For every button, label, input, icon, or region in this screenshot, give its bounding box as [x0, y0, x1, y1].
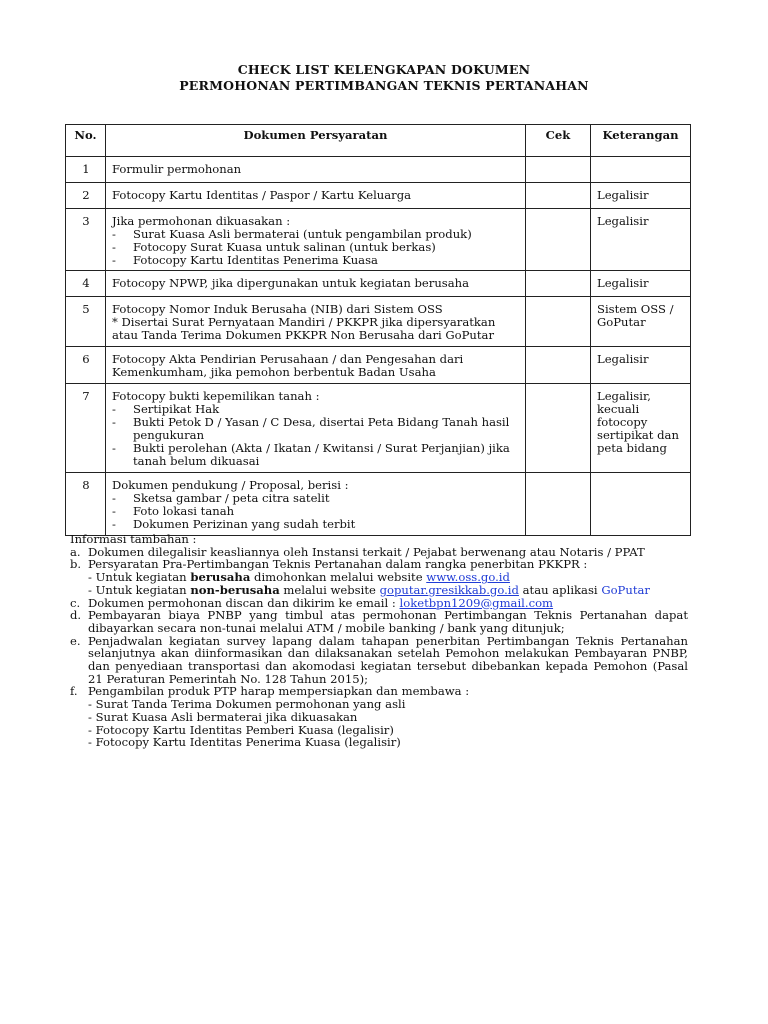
item-label: f. — [70, 684, 78, 699]
row-document-text: Fotocopy Akta Pendirian Perusahaan / dan Pengesahan dari Kemenkumham, jika pemohon berbentuk Badan Usaha — [112, 352, 464, 379]
row-number: 5 — [66, 297, 106, 347]
item-label: e. — [70, 633, 81, 648]
row-number: 8 — [66, 473, 106, 536]
sub-item-text: Dokumen Perizinan yang sudah terbit — [133, 517, 356, 531]
sub-item-text: Fotocopy Kartu Identitas Penerima Kuasa — [133, 253, 378, 267]
row-document — [106, 473, 526, 536]
sub-item-text: Sketsa gambar / peta citra satelit — [133, 491, 330, 505]
row-keterangan: Sistem OSS / GoPutar — [591, 297, 691, 347]
row-document-text: Fotocopy Nomor Induk Berusaha (NIB) dari Sistem OSS — [112, 302, 443, 316]
item-label: d. — [70, 608, 82, 623]
row-check-cell[interactable] — [526, 384, 591, 473]
row-document-text: Fotocopy bukti kepemilikan tanah : — [112, 389, 320, 403]
list-item: - Fotocopy Kartu Identitas Penerima Kuasa (legalisir) — [88, 735, 401, 750]
dash-marker: - — [112, 441, 116, 455]
row-keterangan — [591, 473, 691, 536]
row-document — [106, 347, 526, 384]
row-number: 3 — [66, 209, 106, 271]
table-row — [66, 157, 691, 183]
table-row — [66, 183, 691, 209]
item-text: Pembayaran biaya PNBP yang timbul atas permohonan Pertimbangan Teknis Pertanahan dapat dibayarkan secara non-tunai melalui ATM / mobile banking / bank yang ditunjuk; — [88, 608, 688, 635]
row-check-cell[interactable] — [526, 209, 591, 271]
line-prefix: - Untuk kegiatan — [88, 570, 191, 585]
sub-item — [112, 518, 520, 531]
table-header-row — [66, 125, 691, 157]
dash-marker: - — [112, 402, 116, 416]
row-check-cell[interactable] — [526, 271, 591, 297]
row-number: 2 — [66, 183, 106, 209]
row-keterangan: Legalisir, kecuali fotocopy sertipikat dan peta bidang — [591, 384, 691, 473]
row-number: 7 — [66, 384, 106, 473]
sub-item — [112, 416, 520, 442]
table-row — [66, 384, 691, 473]
sub-item-text: Bukti Petok D / Yasan / C Desa, disertai Peta Bidang Tanah hasil pengukuran — [133, 415, 510, 442]
sub-item — [112, 254, 520, 267]
header-cek: Cek — [526, 125, 591, 157]
row-keterangan — [591, 157, 691, 183]
item-text: Dokumen permohonan discan dan dikirim ke email : — [88, 595, 400, 610]
sub-item-text: Bukti perolehan (Akta / Ikatan / Kwitansi / Surat Perjanjian) jika tanah belum dikuasai — [133, 441, 510, 468]
keyword-berusaha: berusaha — [190, 570, 251, 585]
row-check-cell[interactable] — [526, 473, 591, 536]
sub-item — [112, 442, 520, 468]
additional-info — [70, 533, 688, 749]
row-number: 1 — [66, 157, 106, 183]
email-link[interactable]: loketbpn1209@gmail.com — [399, 595, 554, 610]
sub-item-text: Foto lokasi tanah — [133, 504, 235, 518]
item-text: Persyaratan Pra-Pertimbangan Teknis Pertanahan dalam rangka penerbitan PKKPR : — [88, 557, 588, 572]
row-number: 6 — [66, 347, 106, 384]
item-text: Dokumen dilegalisir keasliannya oleh Instansi terkait / Pejabat berwenang atau Notaris / PPAT — [88, 544, 645, 559]
info-item-b — [70, 558, 688, 596]
info-heading: Informasi tambahan : — [70, 532, 197, 546]
row-document — [106, 183, 526, 209]
header-no: No. — [66, 125, 106, 157]
info-item-d — [70, 609, 688, 634]
table-row — [66, 271, 691, 297]
table-row — [66, 209, 691, 271]
sub-item-text: Surat Kuasa Asli bermaterai (untuk pengambilan produk) — [133, 227, 472, 241]
row-check-cell[interactable] — [526, 297, 591, 347]
row-document — [106, 297, 526, 347]
row-document-text: Dokumen pendukung / Proposal, berisi : — [112, 478, 349, 492]
line-mid: melalui website — [279, 582, 380, 597]
row-keterangan: Legalisir — [591, 347, 691, 384]
list-item: - Fotocopy Kartu Identitas Pemberi Kuasa (legalisir) — [88, 722, 394, 737]
line-prefix: - Untuk kegiatan — [88, 582, 191, 597]
line-post: atau aplikasi — [518, 582, 602, 597]
row-document — [106, 209, 526, 271]
row-document — [106, 271, 526, 297]
item-text: Pengambilan produk PTP harap mempersiapkan dan membawa : — [88, 684, 470, 699]
header-keterangan: Keterangan — [591, 125, 691, 157]
checklist-table — [65, 124, 691, 536]
sub-item-text: Fotocopy Surat Kuasa untuk salinan (untuk berkas) — [133, 240, 436, 254]
header-dokumen: Dokumen Persyaratan — [106, 125, 526, 157]
row-check-cell[interactable] — [526, 183, 591, 209]
table-row — [66, 297, 691, 347]
row-number: 4 — [66, 271, 106, 297]
row-document — [106, 384, 526, 473]
row-document-text: Formulir permohonan — [112, 162, 242, 176]
oss-website-link[interactable]: www.oss.go.id — [426, 570, 510, 585]
row-keterangan: Legalisir — [591, 183, 691, 209]
dash-marker: - — [112, 491, 116, 505]
list-item: - Surat Kuasa Asli bermaterai jika dikuasakan — [88, 709, 358, 724]
row-keterangan: Legalisir — [591, 209, 691, 271]
row-document-text: Fotocopy NPWP, jika dipergunakan untuk kegiatan berusaha — [112, 276, 470, 290]
item-label: a. — [70, 544, 81, 559]
keyword-non-berusaha: non-berusaha — [190, 582, 280, 597]
row-document-text: Fotocopy Kartu Identitas / Paspor / Kartu Keluarga — [112, 188, 412, 202]
row-document — [106, 157, 526, 183]
item-label: b. — [70, 557, 82, 572]
document-subtitle: PERMOHONAN PERTIMBANGAN TEKNIS PERTANAHAN — [179, 78, 589, 93]
item-label: c. — [70, 595, 81, 610]
document-title: CHECK LIST KELENGKAPAN DOKUMEN — [237, 62, 531, 77]
row-keterangan: Legalisir — [591, 271, 691, 297]
goputar-app-name: GoPutar — [601, 582, 650, 597]
item-text: Penjadwalan kegiatan survey lapang dalam tahapan penerbitan Pertimbangan Teknis Pertanahan selanjutnya akan diinformasikan dan dilaksanakan setelah Pemohon melakukan Pembayaran PNBP, dan penyediaan transportasi dan akomodasi kegiatan tersebut dibebankan kepada Pemohon (Pasal 21 Peraturan Pemerintah No. 128 Tahun 2015); — [88, 633, 688, 686]
goputar-website-link[interactable]: goputar.gresikkab.go.id — [379, 582, 519, 597]
table-row — [66, 347, 691, 384]
info-item-f — [70, 685, 688, 749]
row-check-cell[interactable] — [526, 347, 591, 384]
dash-marker: - — [112, 517, 116, 531]
dash-marker: - — [112, 240, 116, 254]
list-item: - Surat Tanda Terima Dokumen permohonan yang asli — [88, 697, 406, 712]
dash-marker: - — [112, 504, 116, 518]
dash-marker: - — [112, 227, 116, 241]
row-document-note: * Disertai Surat Pernyataan Mandiri / PKKPR jika dipersyaratkan atau Tanda Terima Dokumen PKKPR Non Berusaha dari GoPutar — [112, 315, 496, 342]
sub-item-text: Sertipikat Hak — [133, 402, 220, 416]
dash-marker: - — [112, 415, 116, 429]
line-mid: dimohonkan melalui website — [250, 570, 427, 585]
table-row — [66, 473, 691, 536]
dash-marker: - — [112, 253, 116, 267]
row-check-cell[interactable] — [526, 157, 591, 183]
info-item-e — [70, 635, 688, 686]
row-document-text: Jika permohonan dikuasakan : — [112, 214, 291, 228]
